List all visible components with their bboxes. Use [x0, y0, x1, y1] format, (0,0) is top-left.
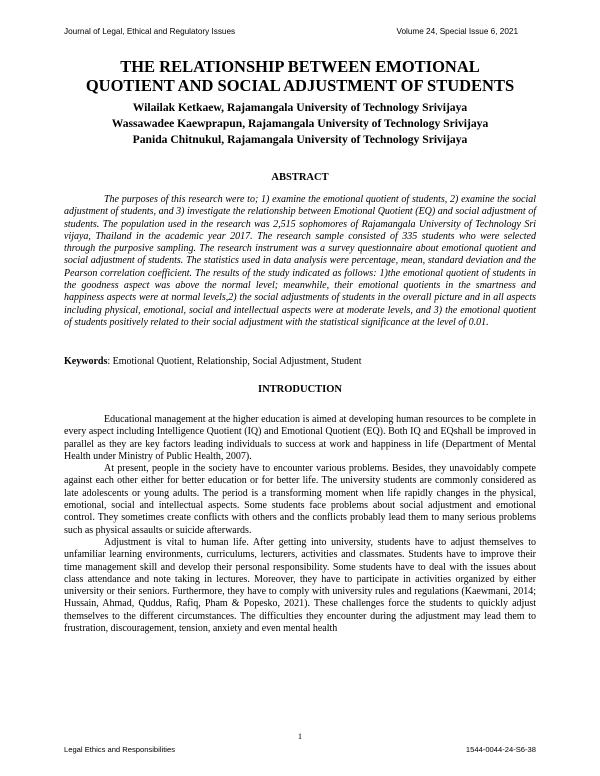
footer-left: Legal Ethics and Responsibilities [64, 745, 176, 754]
paragraph: At present, people in the society have to encounter various problems. Besides, they unavoidably compete against each other either for better education or for better life. The university students are commonly considered as late adolescents or young adults. The period is a transforming moment when life rapidly changes in the physical, emotional, social and intellectual aspects. Some students face problems about social adjustment and emotional control. They sometimes create conflicts with others and the conflicts probably lead them to many serious problems such as physical assaults or suicide afterwards. [64, 463, 536, 536]
keywords-text: : Emotional Quotient, Relationship, Social Adjustment, Student [107, 356, 362, 367]
paragraph: Adjustment is vital to human life. After getting into university, students have to adjust themselves to unfamiliar learning environments, curriculums, lecturers, activities and classmates. Students have to improve their time management skill and develop their personal responsibility. Some students have to deal with the issues about class attendance and note taking in lectures. Moreover, they have to participate in activities organized by either university or their seniors. Furthermore, they have to comply with university rules and regulations (Kaewmani, 2014; Hussain, Ahmad, Quddus, Rafiq, Pham & Popesko, 2021). These challenges force the students to quickly adjust themselves to the different circumstances. The difficulties they encounter during the adjustment may lead them to frustration, discouragement, tension, anxiety and even mental health [64, 536, 536, 635]
keywords-label: Keywords [64, 356, 108, 367]
running-footer [64, 745, 536, 754]
abstract-text: The purposes of this research were to; 1) examine the emotional quotient of students, 2) examine the social adjustment of students, and 3) investigate the relationship between Emotional Quotient (EQ) and social adjustment of students. The population used in the research was 2,515 sophomores of Rajamangala University of Technology Sri vijaya, Thailand in the academic year 2017. The research sample consisted of 335 students who were selected through the purposive sampling. The research instrument was a survey questionnaire about emotional quotient and social adjustment of students. The statistics used in data analysis were percentage, mean, standard deviation and the Pearson correlation coefficient. The results of the study indicated as follows: 1)the emotional quotient of students in the goodness aspect was above the normal level; meanwhile, their emotional quotients in the smartness and happiness aspects were at normal levels,2) the social adjustments of students in the overall picture and in all aspects including physical, emotional, social and intellectual aspects were at moderate levels, and 3) the emotional quotient of students positively related to their social adjustment with the statistical significance at the level of 0.01. [64, 194, 536, 328]
footer-right: 1544-0044-24-S6-38 [465, 745, 536, 754]
keywords [64, 356, 536, 367]
author-list [40, 100, 560, 148]
journal-name: Journal of Legal, Ethical and Regulatory Issues [64, 27, 236, 36]
abstract-heading: ABSTRACT [271, 172, 329, 183]
introduction-body [64, 414, 536, 635]
author-3: Panida Chitnukul, Rajamangala University of Technology Srivijaya [132, 133, 468, 146]
author-1: Wilailak Ketkaew, Rajamangala University of Technology Srivijaya [132, 101, 468, 114]
running-header [64, 27, 518, 36]
paper-title [40, 57, 560, 95]
paragraph: Educational management at the higher education is aimed at developing human resources to be complete in every aspect including Intelligence Quotient (IQ) and Emotional Quotient (EQ). Both IQ and EQshall be improved in parallel as they are key factors leading individuals to success at work and happiness in life (Department of Mental Health under Ministry of Public Health, 2007). [64, 414, 536, 462]
introduction-heading: INTRODUCTION [257, 384, 342, 395]
author-2: Wassawadee Kaewprapun, Rajamangala University of Technology Srivijaya [111, 117, 489, 130]
volume-info: Volume 24, Special Issue 6, 2021 [396, 27, 518, 36]
title-line-1: THE RELATIONSHIP BETWEEN EMOTIONAL [120, 57, 480, 76]
title-line-2: QUOTIENT AND SOCIAL ADJUSTMENT OF STUDENTS [85, 76, 515, 95]
page-number: 1 [297, 731, 303, 741]
